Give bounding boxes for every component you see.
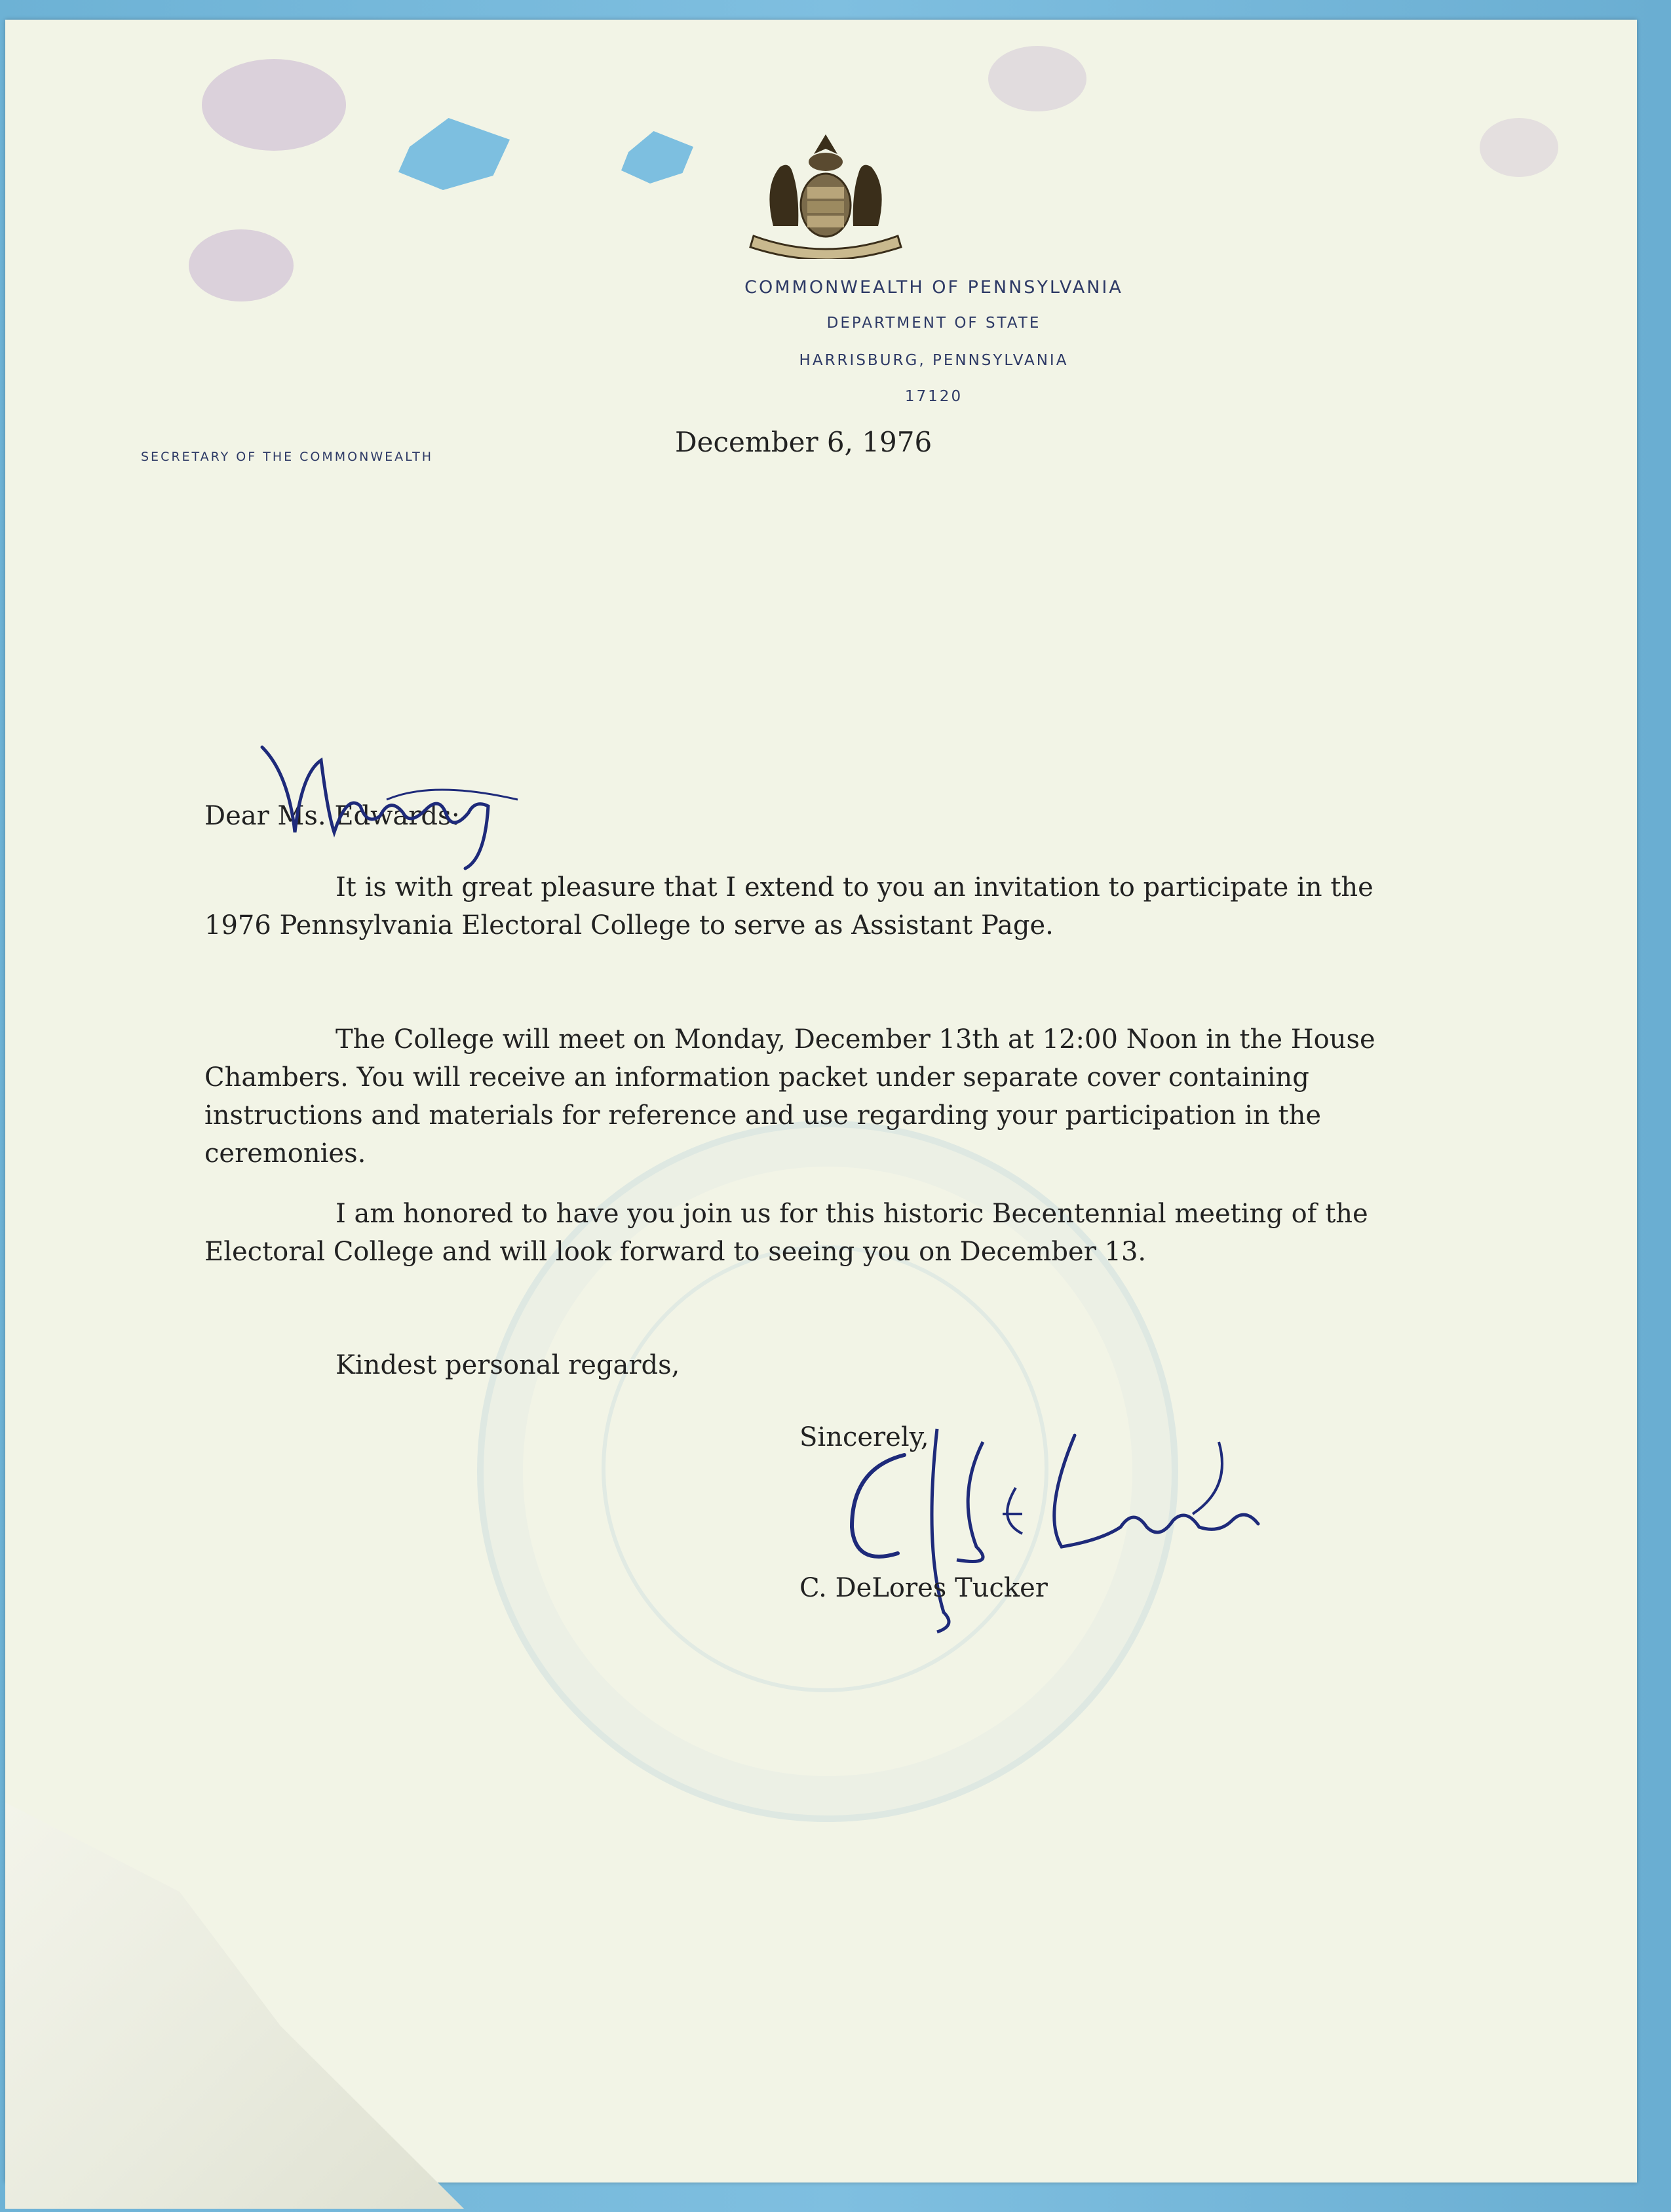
pennsylvania-crest-icon — [727, 128, 924, 259]
signature — [826, 1416, 1284, 1639]
paragraph-meeting — [204, 1020, 1436, 1173]
letterhead-city: HARRISBURG, PENNSYLVANIA — [799, 352, 1069, 369]
typed-signatory-name: C. DeLores Tucker — [799, 1573, 1048, 1603]
letterhead-commonwealth: COMMONWEALTH OF PENNSYLVANIA — [744, 277, 1123, 298]
letterhead-office: SECRETARY OF THE COMMONWEALTH — [141, 450, 433, 464]
stain — [1480, 118, 1558, 177]
paragraph-invitation — [204, 868, 1436, 944]
letterhead-zip: 17120 — [904, 388, 963, 405]
paragraph-meeting-text: The College will meet on Monday, December 13th at 12:00 Noon in the House Chambers. You will receive an information packet under separate cover containing instructions and materials for reference and use regarding your participation in the ceremonies. — [204, 1024, 1375, 1169]
paragraph-honored — [204, 1195, 1436, 1271]
salutation: Dear Ms. Edwards: — [204, 801, 460, 831]
folded-corner — [5, 1802, 464, 2209]
paragraph-honored-text: I am honored to have you join us for this historic Becentennial meeting of the Electoral College and will look forward to seeing you on December 13. — [204, 1199, 1368, 1267]
handwritten-name — [249, 734, 564, 878]
paper-tear — [398, 118, 510, 190]
stain — [202, 59, 346, 151]
closing: Kindest personal regards, — [336, 1350, 680, 1380]
letterhead-department: DEPARTMENT OF STATE — [826, 315, 1041, 332]
letter-date: December 6, 1976 — [675, 426, 932, 458]
sign-off: Sincerely, — [799, 1422, 929, 1452]
paragraph-invitation-text: It is with great pleasure that I extend to you an invitation to participate in the 1976 Pennsylvania Electoral College to serve as Assistant Page. — [204, 872, 1373, 941]
stain — [988, 46, 1086, 111]
paper-tear — [621, 131, 693, 184]
